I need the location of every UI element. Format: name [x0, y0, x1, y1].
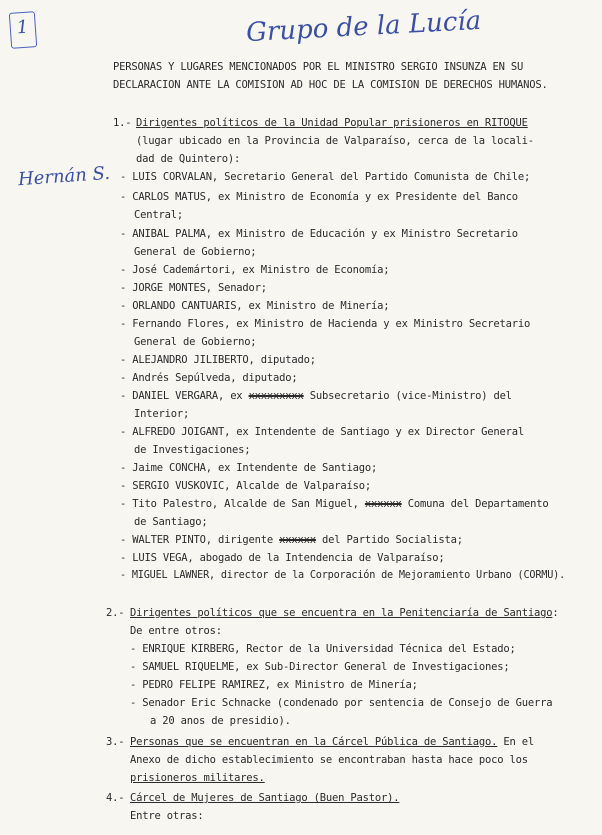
list-item: - SERGIO VUSKOVIC, Alcalde de Valparaíso;: [120, 480, 371, 492]
section3-line-1: Personas que se encuentran en la Cárcel Pública de Santiago. En el: [130, 736, 535, 748]
list-item: - ENRIQUE KIRBERG, Rector de la Universidad Técnica del Estado;: [130, 643, 516, 655]
section4-title: Cárcel de Mujeres de Santiago (Buen Pastor).: [130, 792, 400, 804]
list-item: - LUIS CORVALAN, Secretario General del Partido Comunista de Chile;: [120, 171, 531, 183]
list-item: - LUIS VEGA, abogado de la Intendencia de Valparaíso;: [120, 552, 445, 564]
corner-mark: 1: [9, 11, 37, 49]
list-item-continuation: General de Gobierno;: [134, 246, 257, 258]
section3-number: 3.-: [106, 736, 125, 748]
list-item: - Tito Palestro, Alcalde de San Miguel, xxxxxx Comuna del Departamento: [120, 498, 549, 510]
list-item: - JORGE MONTES, Senador;: [120, 282, 267, 294]
list-item: - ORLANDO CANTUARIS, ex Ministro de Minería;: [120, 300, 390, 312]
list-item-continuation: a 20 anos de presidio).: [150, 715, 291, 727]
section3-title: Personas que se encuentran en la Cárcel Pública de Santiago.: [130, 736, 498, 748]
list-item-continuation: Interior;: [134, 408, 190, 420]
header-line-1: PERSONAS Y LUGARES MENCIONADOS POR EL MINISTRO SERGIO INSUNZA EN SU: [113, 61, 524, 73]
list-item-continuation: de Investigaciones;: [134, 444, 251, 456]
list-item: - MIGUEL LAWNER, director de la Corporación de Mejoramiento Urbano (CORMU).: [120, 570, 566, 581]
section2-title-line: Dirigentes políticos que se encuentra en la Penitenciaría de Santiago:: [130, 607, 559, 619]
list-item-continuation: de Santiago;: [134, 516, 208, 528]
section2-number: 2.-: [106, 607, 125, 619]
handwritten-margin-note: Hernán S.: [17, 162, 111, 191]
list-item-continuation: General de Gobierno;: [134, 336, 257, 348]
list-item: - ALFREDO JOIGANT, ex Intendente de Santiago y ex Director General: [120, 426, 525, 438]
list-item: - Andrés Sepúlveda, diputado;: [120, 372, 298, 384]
section4-number: 4.-: [106, 792, 125, 804]
section1-number: 1.-: [113, 117, 132, 129]
list-item: - PEDRO FELIPE RAMIREZ, ex Ministro de Minería;: [130, 679, 418, 691]
section3-line-3: prisioneros militares.: [130, 772, 265, 784]
list-item: - Senador Eric Schnacke (condenado por sentencia de Consejo de Guerra: [130, 697, 553, 709]
list-item: - José Cademártori, ex Ministro de Economía;: [120, 264, 390, 276]
struck-out-word: xxxxxxxxx: [248, 390, 304, 402]
list-item: - WALTER PINTO, dirigente xxxxxx del Partido Socialista;: [120, 534, 463, 546]
list-item-continuation: Central;: [134, 209, 183, 221]
header-line-2: DECLARACION ANTE LA COMISION AD HOC DE LA COMISION DE DERECHOS HUMANOS.: [113, 79, 548, 91]
list-item: - ALEJANDRO JILIBERTO, diputado;: [120, 354, 316, 366]
list-item: - Jaime CONCHA, ex Intendente de Santiago;: [120, 462, 378, 474]
section3-line-2: Anexo de dicho establecimiento se encontraban hasta hace poco los: [130, 754, 528, 766]
list-item: - DANIEL VERGARA, ex xxxxxxxxx Subsecretario (vice-Ministro) del: [120, 390, 512, 402]
section1-title: Dirigentes políticos de la Unidad Popular prisioneros en RITOQUE: [136, 117, 528, 129]
list-item: - CARLOS MATUS, ex Ministro de Economía y ex Presidente del Banco: [120, 191, 518, 203]
list-item: - SAMUEL RIQUELME, ex Sub-Director General de Investigaciones;: [130, 661, 510, 673]
section4-intro: Entre otras:: [130, 810, 204, 822]
section1-note-1: (lugar ubicado en la Provincia de Valparaíso, cerca de la locali-: [136, 135, 534, 147]
handwritten-top-note: Grupo de la Lucía: [245, 5, 482, 49]
section2-intro: De entre otros:: [130, 625, 222, 637]
struck-out-word: xxxxxx: [279, 534, 316, 546]
list-item: - Fernando Flores, ex Ministro de Hacienda y ex Ministro Secretario: [120, 318, 531, 330]
section1-note-2: dad de Quintero):: [136, 153, 241, 165]
struck-out-word: xxxxxx: [364, 498, 402, 510]
section2-title: Dirigentes políticos que se encuentra en la Penitenciaría de Santiago: [130, 607, 553, 619]
list-item: - ANIBAL PALMA, ex Ministro de Educación y ex Ministro Secretario: [120, 228, 518, 240]
